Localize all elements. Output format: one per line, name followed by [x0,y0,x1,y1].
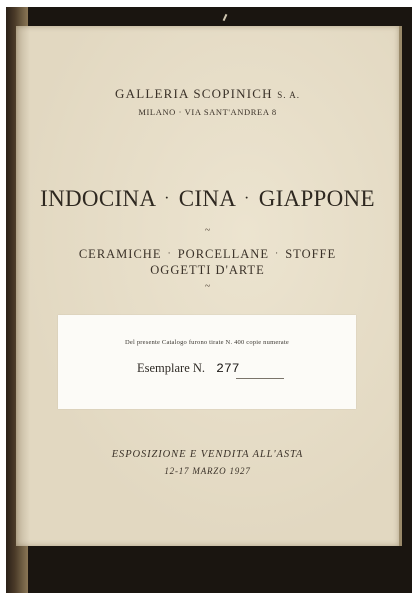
gallery-name [16,86,399,102]
gallery-address: MILANO · VIA SANT'ANDREA 8 [138,107,277,117]
title-separator: · [243,190,250,207]
copy-number-line [137,361,240,376]
page-edge [399,26,402,546]
title-separator: · [164,190,170,207]
copy-label: Esemplare N. [137,361,206,375]
catalog-title [16,186,399,212]
subtitle-line-1 [16,247,399,262]
title-part-3: GIAPPONE [258,186,375,211]
flourish-ornament-icon: ~ [204,281,211,292]
exhibition-dates: 12-17 MARZO 1927 [164,466,251,476]
edition-note: Del presente Catalogo furono tirate N. 400 copie numerate [125,339,289,346]
copy-number-underline [236,378,284,379]
subtitle-item-1: CERAMICHE [78,247,162,261]
subtitle-separator: · [275,248,280,258]
subtitle-item-2: PORCELLANE [177,247,269,261]
subtitle-item-3: STOFFE [285,247,337,261]
gallery-name-text: GALLERIA SCOPINICH [115,86,273,101]
exhibition-title: ESPOSIZIONE E VENDITA ALL'ASTA [111,449,304,460]
title-page [16,26,399,546]
flourish-ornament-icon: ~ [204,225,211,236]
title-part-1: INDOCINA [40,186,155,211]
edition-label [58,315,356,409]
subtitle-line-2: OGGETTI D'ARTE [150,263,265,277]
title-part-2: CINA [178,186,235,211]
copy-number: 277 [216,361,240,376]
subtitle-separator: · [167,248,172,258]
gallery-suffix: S. A. [277,90,300,100]
